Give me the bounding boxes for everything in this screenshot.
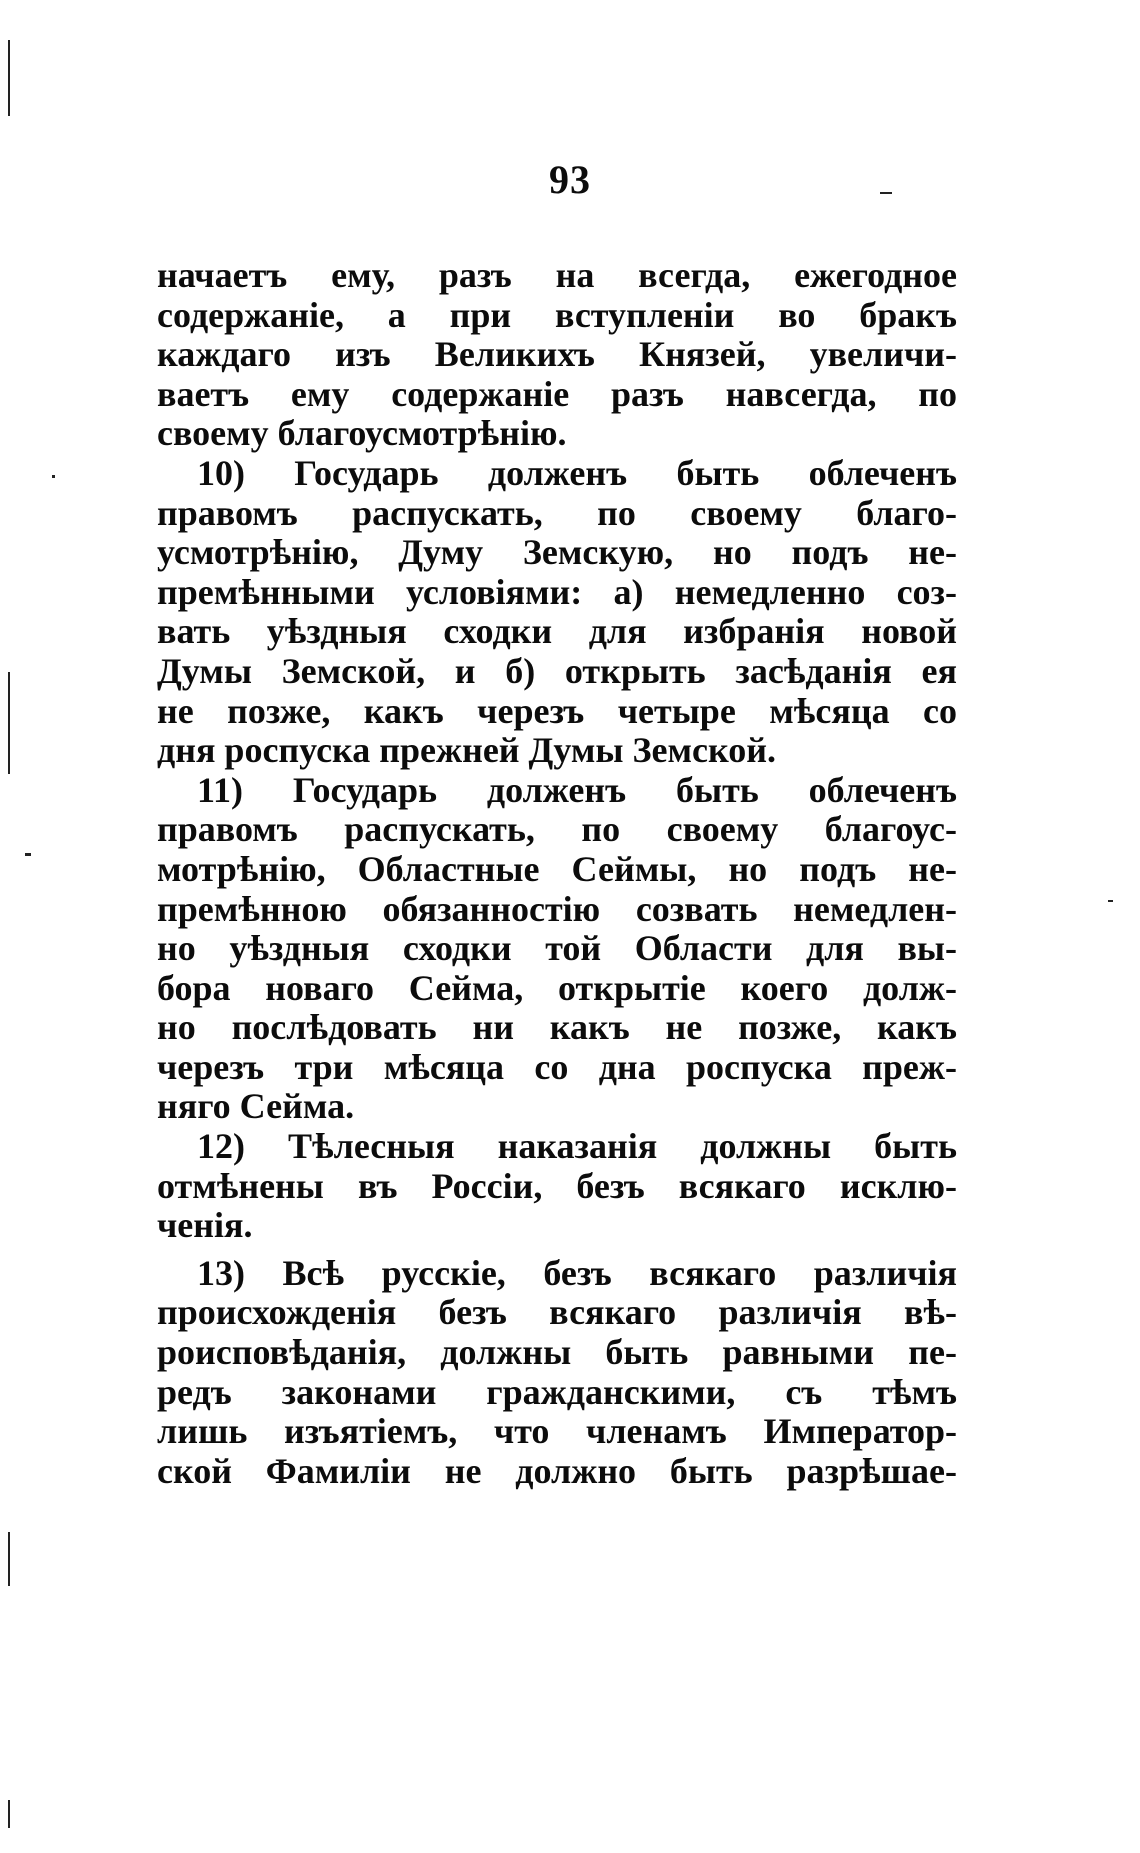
text-line: каждаго изъ Великихъ Князей, увеличи- [157,334,957,375]
text-line: вать уѣздныя сходки для избранія новой [157,611,957,652]
body-text [157,256,957,1491]
text-line: мотрѣнію, Областные Сеймы, но подъ не- [157,848,957,889]
text-line: Думы Земской, и б) открыть засѣданія ея [157,650,957,691]
scan-speck [1108,900,1113,902]
scan-speck [52,475,55,478]
text-line: содержаніе, а при вступленіи во бракъ [157,294,957,335]
text-line: ваетъ ему содержаніе разъ навсегда, по [157,373,957,414]
text-line: ченія. [157,1205,253,1246]
text-line: лишь изъятіемъ, что членамъ Император- [157,1411,957,1452]
text-line: премѣнными условіями: а) немедленно соз- [157,571,957,612]
text-line: правомъ распускать, по своему благо- [157,492,957,533]
paragraph-12 [157,1127,957,1246]
text-line: правомъ распускать, по своему благоус- [157,809,957,850]
paragraph-11 [157,771,957,1127]
text-line: ской Фамиліи не должно быть разрѣшае- [157,1450,957,1491]
scan-mark [8,40,10,116]
text-line: начаетъ ему, разъ на всегда, ежегодное [157,255,957,295]
text-line: 13) Всѣ русскіе, безъ всякаго различія [197,1252,957,1293]
text-line: бора новаго Сейма, открытіе коего долж- [157,967,957,1008]
scan-mark [8,1800,10,1828]
text-line: редъ законами гражданскими, съ тѣмъ [157,1371,957,1412]
paragraph-continuation [157,256,957,454]
text-line: 11) Государь долженъ быть облеченъ [197,769,957,810]
text-line: но уѣздныя сходки той Области для вы- [157,928,957,969]
scan-speck [25,853,31,856]
text-line: премѣнною обязанностію созвать немедлен- [157,888,957,929]
scan-mark [8,672,10,774]
text-line: отмѣнены въ Россіи, безъ всякаго исклю- [157,1165,957,1206]
text-line: дня роспуска прежней Думы Земской. [157,730,776,771]
text-line: происхожденія безъ всякаго различія вѣ- [157,1292,957,1333]
text-line: 12) Тѣлесныя наказанія должны быть [197,1126,957,1167]
text-line: 10) Государь долженъ быть облеченъ [197,452,957,493]
text-line: своему благоусмотрѣнію. [157,413,567,454]
text-line: не позже, какъ черезъ четыре мѣсяца со [157,690,957,731]
paragraph-13 [157,1254,957,1492]
text-line: усмотрѣнію, Думу Земскую, но подъ не- [157,532,957,573]
paragraph-10 [157,454,957,771]
scan-mark [8,1532,10,1586]
text-line: роисповѣданія, должны быть равными пе- [157,1332,957,1373]
text-line: черезъ три мѣсяца со дна роспуска преж- [157,1046,957,1087]
page-number: 93 [549,157,591,202]
text-line: няго Сейма. [157,1086,355,1127]
scan-speck [880,192,892,194]
text-line: но послѣдовать ни какъ не позже, какъ [157,1007,957,1048]
